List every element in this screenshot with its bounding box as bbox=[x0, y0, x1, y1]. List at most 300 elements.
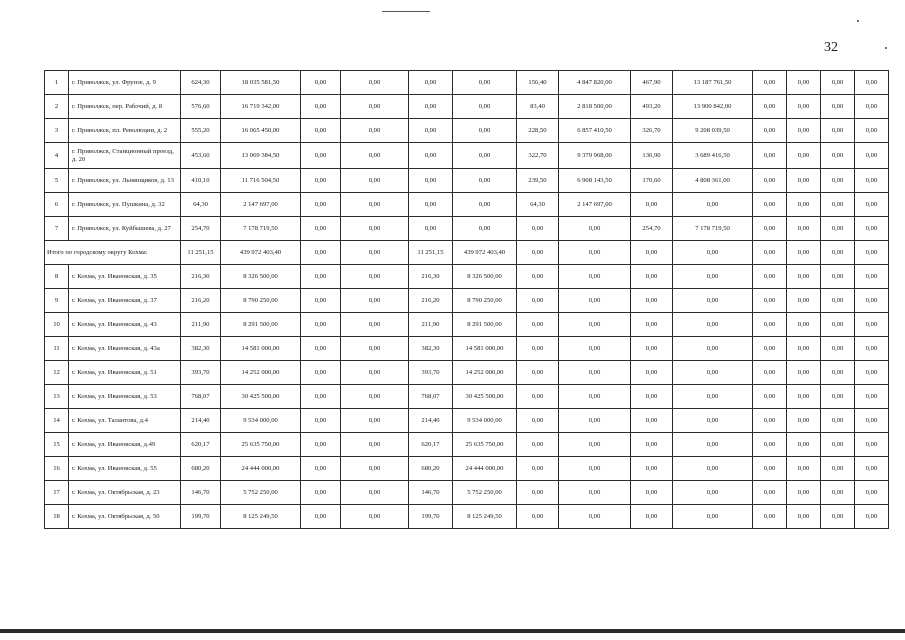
value-cell: 0,00 bbox=[301, 361, 341, 385]
value-cell: 0,00 bbox=[855, 119, 889, 143]
value-cell: 0,00 bbox=[631, 481, 673, 505]
value-cell: 0,00 bbox=[559, 313, 631, 337]
value-cell: 146,70 bbox=[409, 481, 453, 505]
value-cell: 0,00 bbox=[821, 95, 855, 119]
value-cell: 8 790 250,00 bbox=[221, 289, 301, 313]
value-cell: 0,00 bbox=[631, 361, 673, 385]
value-cell: 0,00 bbox=[821, 409, 855, 433]
table-row bbox=[45, 169, 889, 193]
table-row bbox=[45, 119, 889, 143]
value-cell: 0,00 bbox=[301, 169, 341, 193]
value-cell: 0,00 bbox=[821, 265, 855, 289]
value-cell: 0,00 bbox=[341, 265, 409, 289]
value-cell: 0,00 bbox=[753, 457, 787, 481]
value-cell: 0,00 bbox=[787, 119, 821, 143]
value-cell: 0,00 bbox=[517, 457, 559, 481]
value-cell: 156,40 bbox=[517, 71, 559, 95]
value-cell: 0,00 bbox=[301, 289, 341, 313]
value-cell: 620,17 bbox=[409, 433, 453, 457]
row-number-cell: 11 bbox=[45, 337, 69, 361]
value-cell: 2 147 697,00 bbox=[221, 193, 301, 217]
value-cell: 0,00 bbox=[631, 385, 673, 409]
value-cell: 170,60 bbox=[631, 169, 673, 193]
value-cell: 0,00 bbox=[753, 265, 787, 289]
value-cell: 0,00 bbox=[517, 265, 559, 289]
value-cell: 0,00 bbox=[855, 265, 889, 289]
value-cell: 0,00 bbox=[517, 289, 559, 313]
value-cell: 0,00 bbox=[453, 217, 517, 241]
address-cell: г. Кохма, ул. Ивановская, д. 37 bbox=[69, 289, 181, 313]
value-cell: 0,00 bbox=[753, 169, 787, 193]
value-cell: 0,00 bbox=[787, 217, 821, 241]
value-cell: 0,00 bbox=[559, 481, 631, 505]
value-cell: 382,30 bbox=[409, 337, 453, 361]
row-number-cell: 8 bbox=[45, 265, 69, 289]
value-cell: 0,00 bbox=[409, 169, 453, 193]
value-cell: 239,50 bbox=[517, 169, 559, 193]
value-cell: 0,00 bbox=[821, 385, 855, 409]
value-cell: 0,00 bbox=[631, 433, 673, 457]
row-number-cell: 12 bbox=[45, 361, 69, 385]
address-cell: г. Кохма, ул. Ивановская, д. 53 bbox=[69, 385, 181, 409]
value-cell: 0,00 bbox=[753, 119, 787, 143]
value-cell: 0,00 bbox=[821, 241, 855, 265]
value-cell: 0,00 bbox=[301, 481, 341, 505]
value-cell: 0,00 bbox=[855, 481, 889, 505]
value-cell: 0,00 bbox=[301, 119, 341, 143]
value-cell: 0,00 bbox=[341, 505, 409, 529]
scan-speck bbox=[857, 20, 859, 22]
value-cell: 0,00 bbox=[673, 289, 753, 313]
value-cell: 0,00 bbox=[341, 337, 409, 361]
value-cell: 0,00 bbox=[821, 433, 855, 457]
value-cell: 0,00 bbox=[341, 433, 409, 457]
value-cell: 0,00 bbox=[409, 119, 453, 143]
value-cell: 0,00 bbox=[631, 265, 673, 289]
value-cell: 0,00 bbox=[753, 143, 787, 169]
address-cell: г. Кохма, ул. Ивановская, д. 55 bbox=[69, 457, 181, 481]
value-cell: 0,00 bbox=[787, 433, 821, 457]
value-cell: 216,30 bbox=[409, 265, 453, 289]
row-number-cell: 5 bbox=[45, 169, 69, 193]
value-cell: 0,00 bbox=[559, 505, 631, 529]
row-number-cell: 15 bbox=[45, 433, 69, 457]
address-cell: г. Кохма, ул. Ивановская, д.49 bbox=[69, 433, 181, 457]
value-cell: 0,00 bbox=[753, 241, 787, 265]
value-cell: 0,00 bbox=[453, 95, 517, 119]
value-cell: 0,00 bbox=[855, 313, 889, 337]
value-cell: 0,00 bbox=[855, 337, 889, 361]
value-cell: 0,00 bbox=[821, 337, 855, 361]
table-row bbox=[45, 143, 889, 169]
value-cell: 0,00 bbox=[517, 409, 559, 433]
value-cell: 0,00 bbox=[341, 289, 409, 313]
value-cell: 0,00 bbox=[631, 241, 673, 265]
value-cell: 0,00 bbox=[787, 505, 821, 529]
address-cell: г. Приволжск, ул. Пушкина, д. 32 bbox=[69, 193, 181, 217]
table-row bbox=[45, 71, 889, 95]
value-cell: 0,00 bbox=[855, 241, 889, 265]
value-cell: 0,00 bbox=[301, 385, 341, 409]
value-cell: 0,00 bbox=[821, 505, 855, 529]
value-cell: 0,00 bbox=[753, 217, 787, 241]
value-cell: 0,00 bbox=[301, 217, 341, 241]
value-cell: 14 252 000,00 bbox=[221, 361, 301, 385]
value-cell: 0,00 bbox=[855, 433, 889, 457]
value-cell: 16 065 450,00 bbox=[221, 119, 301, 143]
bottom-scan-edge bbox=[0, 629, 905, 633]
value-cell: 14 581 000,00 bbox=[453, 337, 517, 361]
address-cell: г. Кохма, ул. Ивановская, д. 43 bbox=[69, 313, 181, 337]
value-cell: 0,00 bbox=[787, 361, 821, 385]
value-cell: 0,00 bbox=[453, 143, 517, 169]
value-cell: 254,70 bbox=[631, 217, 673, 241]
value-cell: 0,00 bbox=[341, 457, 409, 481]
address-cell: г. Кохма, ул. Ивановская, д. 35 bbox=[69, 265, 181, 289]
value-cell: 7 178 719,50 bbox=[221, 217, 301, 241]
value-cell: 13 900 842,00 bbox=[673, 95, 753, 119]
value-cell: 0,00 bbox=[301, 193, 341, 217]
row-number-cell: 13 bbox=[45, 385, 69, 409]
value-cell: 30 425 500,00 bbox=[221, 385, 301, 409]
value-cell: 0,00 bbox=[631, 313, 673, 337]
value-cell: 0,00 bbox=[787, 265, 821, 289]
value-cell: 214,40 bbox=[181, 409, 221, 433]
value-cell: 620,17 bbox=[181, 433, 221, 457]
value-cell: 768,07 bbox=[409, 385, 453, 409]
value-cell: 8 125 249,50 bbox=[221, 505, 301, 529]
table-row bbox=[45, 505, 889, 529]
table-row bbox=[45, 265, 889, 289]
value-cell: 4 847 820,00 bbox=[559, 71, 631, 95]
value-cell: 0,00 bbox=[517, 385, 559, 409]
value-cell: 0,00 bbox=[517, 505, 559, 529]
value-cell: 199,70 bbox=[409, 505, 453, 529]
value-cell: 64,30 bbox=[517, 193, 559, 217]
value-cell: 11 251,15 bbox=[409, 241, 453, 265]
row-number-cell: 6 bbox=[45, 193, 69, 217]
value-cell: 0,00 bbox=[453, 119, 517, 143]
value-cell: 0,00 bbox=[855, 143, 889, 169]
value-cell: 9 208 039,50 bbox=[673, 119, 753, 143]
value-cell: 0,00 bbox=[631, 409, 673, 433]
value-cell: 0,00 bbox=[855, 505, 889, 529]
value-cell: 0,00 bbox=[517, 361, 559, 385]
value-cell: 211,90 bbox=[409, 313, 453, 337]
value-cell: 0,00 bbox=[787, 193, 821, 217]
address-cell: г. Приволжск, ул. Куйбышева, д. 27 bbox=[69, 217, 181, 241]
value-cell: 0,00 bbox=[673, 313, 753, 337]
value-cell: 0,00 bbox=[787, 313, 821, 337]
value-cell: 555,20 bbox=[181, 119, 221, 143]
table-row bbox=[45, 95, 889, 119]
value-cell: 0,00 bbox=[301, 241, 341, 265]
address-cell: г. Приволжск, ул. Фрунзе, д. 9 bbox=[69, 71, 181, 95]
value-cell: 0,00 bbox=[341, 143, 409, 169]
value-cell: 8 291 500,00 bbox=[221, 313, 301, 337]
value-cell: 0,00 bbox=[409, 217, 453, 241]
address-cell: г. Кохма, ул. Талантова, д.4 bbox=[69, 409, 181, 433]
value-cell: 0,00 bbox=[753, 193, 787, 217]
value-cell: 0,00 bbox=[855, 193, 889, 217]
value-cell: 0,00 bbox=[301, 265, 341, 289]
table-row bbox=[45, 409, 889, 433]
value-cell: 0,00 bbox=[673, 505, 753, 529]
value-cell: 11 251,15 bbox=[181, 241, 221, 265]
value-cell: 0,00 bbox=[753, 433, 787, 457]
total-label-cell: Итого по городскому округу Кохма: bbox=[45, 241, 181, 265]
value-cell: 25 635 750,00 bbox=[221, 433, 301, 457]
table-row bbox=[45, 481, 889, 505]
value-cell: 0,00 bbox=[787, 337, 821, 361]
value-cell: 0,00 bbox=[855, 217, 889, 241]
value-cell: 0,00 bbox=[631, 457, 673, 481]
value-cell: 14 252 000,00 bbox=[453, 361, 517, 385]
value-cell: 0,00 bbox=[341, 169, 409, 193]
address-cell: г. Приволжск, ул. Льнянщиков, д. 13 bbox=[69, 169, 181, 193]
value-cell: 0,00 bbox=[559, 217, 631, 241]
table-row bbox=[45, 433, 889, 457]
row-number-cell: 17 bbox=[45, 481, 69, 505]
row-number-cell: 18 bbox=[45, 505, 69, 529]
value-cell: 0,00 bbox=[673, 457, 753, 481]
value-cell: 11 716 504,50 bbox=[221, 169, 301, 193]
value-cell: 0,00 bbox=[301, 71, 341, 95]
value-cell: 8 125 249,50 bbox=[453, 505, 517, 529]
value-cell: 0,00 bbox=[409, 95, 453, 119]
housing-register-table bbox=[44, 70, 889, 529]
row-number-cell: 2 bbox=[45, 95, 69, 119]
value-cell: 0,00 bbox=[559, 433, 631, 457]
value-cell: 768,07 bbox=[181, 385, 221, 409]
top-decorative-rule bbox=[382, 11, 430, 12]
row-number-cell: 10 bbox=[45, 313, 69, 337]
value-cell: 25 635 750,00 bbox=[453, 433, 517, 457]
value-cell: 130,90 bbox=[631, 143, 673, 169]
value-cell: 146,70 bbox=[181, 481, 221, 505]
value-cell: 0,00 bbox=[409, 71, 453, 95]
value-cell: 0,00 bbox=[753, 409, 787, 433]
value-cell: 0,00 bbox=[301, 457, 341, 481]
value-cell: 393,70 bbox=[409, 361, 453, 385]
value-cell: 0,00 bbox=[517, 241, 559, 265]
value-cell: 0,00 bbox=[341, 385, 409, 409]
value-cell: 0,00 bbox=[753, 361, 787, 385]
table-row bbox=[45, 361, 889, 385]
value-cell: 16 719 342,00 bbox=[221, 95, 301, 119]
value-cell: 0,00 bbox=[821, 361, 855, 385]
value-cell: 680,20 bbox=[409, 457, 453, 481]
value-cell: 0,00 bbox=[673, 409, 753, 433]
table-row bbox=[45, 385, 889, 409]
value-cell: 0,00 bbox=[787, 289, 821, 313]
value-cell: 493,20 bbox=[631, 95, 673, 119]
value-cell: 0,00 bbox=[453, 193, 517, 217]
value-cell: 0,00 bbox=[787, 481, 821, 505]
value-cell: 0,00 bbox=[821, 313, 855, 337]
value-cell: 9 534 000,00 bbox=[221, 409, 301, 433]
value-cell: 0,00 bbox=[753, 71, 787, 95]
value-cell: 0,00 bbox=[341, 313, 409, 337]
value-cell: 0,00 bbox=[855, 71, 889, 95]
value-cell: 0,00 bbox=[559, 241, 631, 265]
value-cell: 18 035 581,50 bbox=[221, 71, 301, 95]
value-cell: 24 444 000,00 bbox=[221, 457, 301, 481]
value-cell: 0,00 bbox=[559, 289, 631, 313]
address-cell: г. Кохма, ул. Ивановская, д. 51 bbox=[69, 361, 181, 385]
value-cell: 0,00 bbox=[517, 481, 559, 505]
table-row bbox=[45, 193, 889, 217]
value-cell: 0,00 bbox=[301, 313, 341, 337]
value-cell: 0,00 bbox=[341, 241, 409, 265]
value-cell: 7 178 719,50 bbox=[673, 217, 753, 241]
value-cell: 0,00 bbox=[855, 169, 889, 193]
row-number-cell: 4 bbox=[45, 143, 69, 169]
value-cell: 576,60 bbox=[181, 95, 221, 119]
value-cell: 0,00 bbox=[821, 457, 855, 481]
value-cell: 0,00 bbox=[631, 337, 673, 361]
address-cell: г. Кохма, ул. Ивановская, д. 43а bbox=[69, 337, 181, 361]
value-cell: 0,00 bbox=[821, 71, 855, 95]
value-cell: 0,00 bbox=[673, 433, 753, 457]
table-row bbox=[45, 457, 889, 481]
value-cell: 0,00 bbox=[855, 95, 889, 119]
value-cell: 0,00 bbox=[559, 265, 631, 289]
value-cell: 0,00 bbox=[453, 71, 517, 95]
value-cell: 0,00 bbox=[787, 457, 821, 481]
value-cell: 0,00 bbox=[821, 193, 855, 217]
value-cell: 0,00 bbox=[673, 193, 753, 217]
value-cell: 0,00 bbox=[753, 481, 787, 505]
value-cell: 0,00 bbox=[673, 385, 753, 409]
row-number-cell: 14 bbox=[45, 409, 69, 433]
value-cell: 0,00 bbox=[821, 143, 855, 169]
value-cell: 254,70 bbox=[181, 217, 221, 241]
value-cell: 0,00 bbox=[453, 169, 517, 193]
value-cell: 0,00 bbox=[301, 95, 341, 119]
value-cell: 0,00 bbox=[787, 409, 821, 433]
value-cell: 2 818 500,00 bbox=[559, 95, 631, 119]
value-cell: 0,00 bbox=[517, 217, 559, 241]
value-cell: 0,00 bbox=[821, 169, 855, 193]
value-cell: 216,20 bbox=[181, 289, 221, 313]
value-cell: 453,60 bbox=[181, 143, 221, 169]
value-cell: 0,00 bbox=[753, 313, 787, 337]
value-cell: 0,00 bbox=[673, 337, 753, 361]
value-cell: 0,00 bbox=[559, 457, 631, 481]
value-cell: 0,00 bbox=[341, 95, 409, 119]
value-cell: 0,00 bbox=[855, 457, 889, 481]
value-cell: 0,00 bbox=[559, 361, 631, 385]
value-cell: 0,00 bbox=[631, 289, 673, 313]
value-cell: 83,40 bbox=[517, 95, 559, 119]
value-cell: 382,30 bbox=[181, 337, 221, 361]
value-cell: 199,70 bbox=[181, 505, 221, 529]
value-cell: 0,00 bbox=[821, 119, 855, 143]
value-cell: 0,00 bbox=[673, 481, 753, 505]
value-cell: 0,00 bbox=[409, 193, 453, 217]
value-cell: 228,50 bbox=[517, 119, 559, 143]
value-cell: 467,90 bbox=[631, 71, 673, 95]
value-cell: 322,70 bbox=[517, 143, 559, 169]
value-cell: 326,70 bbox=[631, 119, 673, 143]
value-cell: 14 581 000,00 bbox=[221, 337, 301, 361]
address-cell: г. Кохма, ул. Октябрьская, д. 50 bbox=[69, 505, 181, 529]
table-total-row bbox=[45, 241, 889, 265]
value-cell: 0,00 bbox=[517, 337, 559, 361]
value-cell: 0,00 bbox=[673, 241, 753, 265]
value-cell: 216,20 bbox=[409, 289, 453, 313]
value-cell: 393,70 bbox=[181, 361, 221, 385]
value-cell: 0,00 bbox=[855, 361, 889, 385]
value-cell: 0,00 bbox=[787, 143, 821, 169]
page-number: 32 bbox=[824, 40, 838, 55]
address-cell: г. Кохма, ул. Октябрьская, д. 23 bbox=[69, 481, 181, 505]
value-cell: 0,00 bbox=[821, 217, 855, 241]
value-cell: 0,00 bbox=[301, 433, 341, 457]
value-cell: 8 326 500,00 bbox=[221, 265, 301, 289]
value-cell: 0,00 bbox=[753, 505, 787, 529]
value-cell: 0,00 bbox=[341, 217, 409, 241]
value-cell: 439 972 403,40 bbox=[221, 241, 301, 265]
value-cell: 0,00 bbox=[301, 143, 341, 169]
value-cell: 9 379 968,00 bbox=[559, 143, 631, 169]
value-cell: 0,00 bbox=[341, 193, 409, 217]
value-cell: 439 972 403,40 bbox=[453, 241, 517, 265]
value-cell: 3 689 416,50 bbox=[673, 143, 753, 169]
table-row bbox=[45, 217, 889, 241]
value-cell: 0,00 bbox=[517, 433, 559, 457]
value-cell: 680,20 bbox=[181, 457, 221, 481]
table-row bbox=[45, 289, 889, 313]
value-cell: 6 908 143,50 bbox=[559, 169, 631, 193]
value-cell: 0,00 bbox=[787, 241, 821, 265]
value-cell: 13 069 384,50 bbox=[221, 143, 301, 169]
value-cell: 0,00 bbox=[787, 71, 821, 95]
value-cell: 0,00 bbox=[673, 361, 753, 385]
value-cell: 5 752 250,00 bbox=[453, 481, 517, 505]
value-cell: 0,00 bbox=[753, 95, 787, 119]
value-cell: 0,00 bbox=[631, 193, 673, 217]
value-cell: 4 808 361,00 bbox=[673, 169, 753, 193]
value-cell: 0,00 bbox=[787, 385, 821, 409]
value-cell: 0,00 bbox=[517, 313, 559, 337]
scan-speck bbox=[885, 47, 887, 49]
value-cell: 0,00 bbox=[559, 385, 631, 409]
value-cell: 64,30 bbox=[181, 193, 221, 217]
value-cell: 0,00 bbox=[821, 289, 855, 313]
value-cell: 0,00 bbox=[753, 289, 787, 313]
value-cell: 0,00 bbox=[855, 409, 889, 433]
table-row bbox=[45, 313, 889, 337]
value-cell: 0,00 bbox=[821, 481, 855, 505]
address-cell: г. Приволжск, пл. Революции, д. 2 bbox=[69, 119, 181, 143]
value-cell: 0,00 bbox=[559, 337, 631, 361]
value-cell: 211,90 bbox=[181, 313, 221, 337]
value-cell: 0,00 bbox=[753, 337, 787, 361]
value-cell: 9 534 000,00 bbox=[453, 409, 517, 433]
row-number-cell: 3 bbox=[45, 119, 69, 143]
value-cell: 0,00 bbox=[341, 409, 409, 433]
value-cell: 24 444 000,00 bbox=[453, 457, 517, 481]
value-cell: 0,00 bbox=[787, 95, 821, 119]
value-cell: 216,30 bbox=[181, 265, 221, 289]
value-cell: 0,00 bbox=[301, 505, 341, 529]
address-cell: г. Приволжск, пер. Рабочий, д. 8 bbox=[69, 95, 181, 119]
value-cell: 8 790 250,00 bbox=[453, 289, 517, 313]
value-cell: 8 291 500,00 bbox=[453, 313, 517, 337]
value-cell: 0,00 bbox=[341, 119, 409, 143]
